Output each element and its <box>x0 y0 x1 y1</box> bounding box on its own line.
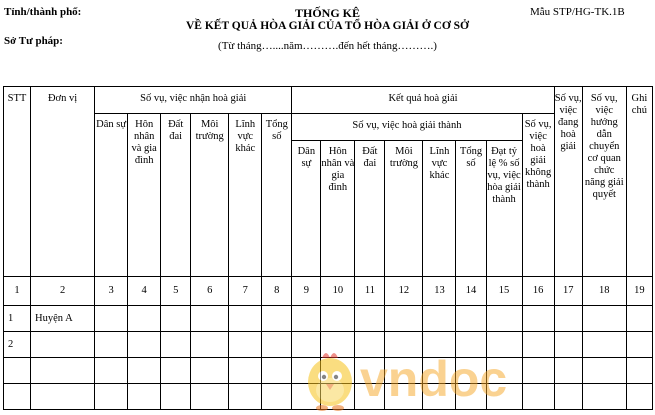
report-title: THỐNG KÊ <box>294 6 360 20</box>
row-unit <box>31 384 95 410</box>
row-unit <box>31 358 95 384</box>
success-col-3: Đất đai <box>355 141 385 277</box>
row-stt <box>4 384 31 410</box>
header-result: Kết quả hoà giải <box>292 87 554 114</box>
col-number: 7 <box>229 277 262 306</box>
header-guided: Số vụ, việc hướng dẫn chuyển cơ quan chức năng giải quyết <box>582 87 626 277</box>
success-col-7: Đạt tỷ lệ % số vụ, việc hòa giải thành <box>486 141 522 277</box>
report-period: (Từ tháng…....năm……….đến hết tháng……….) <box>218 40 437 52</box>
col-number: 6 <box>191 277 229 306</box>
col-number: 4 <box>128 277 161 306</box>
header-unit: Đơn vị <box>31 87 95 277</box>
received-col-2: Hôn nhân và gia đình <box>128 114 161 277</box>
col-number: 15 <box>486 277 522 306</box>
col-number: 12 <box>385 277 423 306</box>
received-col-1: Dân sự <box>95 114 128 277</box>
received-col-5: Lĩnh vực khác <box>229 114 262 277</box>
watermark-text: vndoc <box>360 351 508 407</box>
header-unsuccess: Số vụ, việc hoà giải không thành <box>522 114 554 277</box>
success-col-6: Tổng số <box>456 141 486 277</box>
success-col-5: Lĩnh vực khác <box>423 141 456 277</box>
row-unit <box>31 332 95 358</box>
col-number: 10 <box>321 277 355 306</box>
column-number-row <box>4 277 653 306</box>
col-number: 3 <box>95 277 128 306</box>
header-ongoing: Số vụ, việc đang hoà giải <box>554 87 582 277</box>
col-number: 1 <box>4 277 31 306</box>
report-subtitle: VỀ KẾT QUẢ HÒA GIẢI CỦA TỔ HÒA GIẢI Ở CƠ SỞ <box>186 20 469 32</box>
success-col-4: Môi trường <box>385 141 423 277</box>
col-number: 11 <box>355 277 385 306</box>
col-number: 5 <box>161 277 191 306</box>
row-stt: 1 <box>4 306 31 332</box>
row-stt <box>4 358 31 384</box>
col-number: 8 <box>262 277 292 306</box>
department-label: Sở Tư pháp: <box>4 35 63 47</box>
form-code: Mẫu STP/HG-TK.1B <box>530 6 625 18</box>
header-note: Ghi chú <box>626 87 652 277</box>
vndoc-watermark-logo <box>300 338 532 415</box>
chick-mascot-icon <box>308 353 352 411</box>
col-number: 9 <box>292 277 321 306</box>
header-stt: STT <box>4 87 31 277</box>
received-col-4: Môi trường <box>191 114 229 277</box>
row-unit: Huyện A <box>31 306 95 332</box>
province-label: Tỉnh/thành phố: <box>4 6 82 18</box>
col-number: 16 <box>522 277 554 306</box>
col-number: 17 <box>554 277 582 306</box>
col-number: 13 <box>423 277 456 306</box>
success-col-2: Hôn nhân và gia đình <box>321 141 355 277</box>
received-col-6: Tổng số <box>262 114 292 277</box>
col-number: 2 <box>31 277 95 306</box>
col-number: 19 <box>626 277 652 306</box>
table-row <box>4 306 653 332</box>
header-received: Số vụ, việc nhận hoà giải <box>95 87 292 114</box>
header-success-group: Số vụ, việc hoà giải thành <box>292 114 522 141</box>
col-number: 18 <box>582 277 626 306</box>
col-number: 14 <box>456 277 486 306</box>
received-col-3: Đất đai <box>161 114 191 277</box>
success-col-1: Dân sự <box>292 141 321 277</box>
row-stt: 2 <box>4 332 31 358</box>
